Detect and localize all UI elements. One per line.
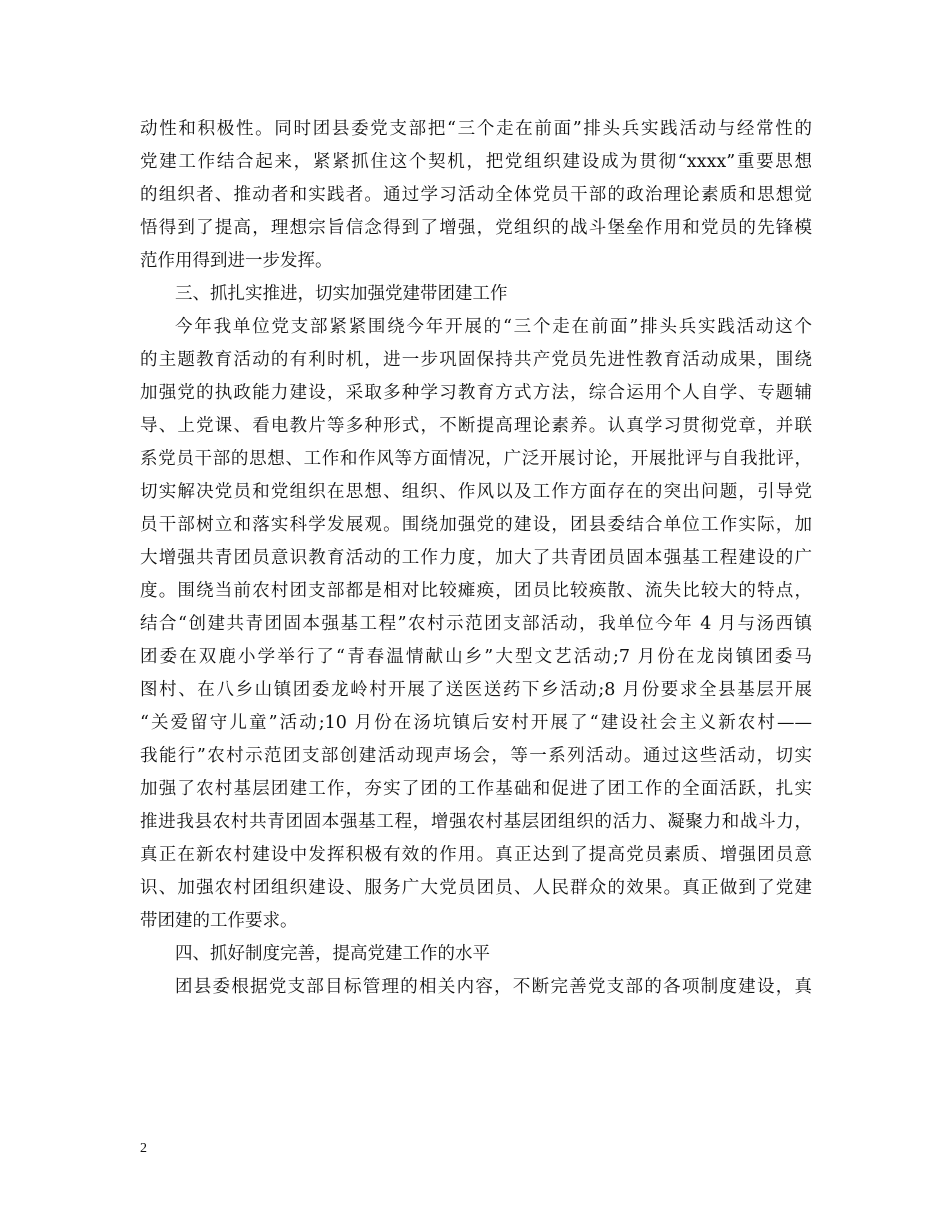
text-line: 大增强共青团员意识教育活动的工作力度，加大了共青团员固本强基工程建设的广 — [140, 548, 812, 568]
text-line: 识、加强农村团组织建设、服务广大党员团员、人民群众的效果。真正做到了党建 — [140, 878, 812, 898]
text-line: 度。围绕当前农村团支部都是相对比较瘫痪，团员比较痪散、流失比较大的特点， — [140, 581, 812, 601]
text-line: 动性和积极性。同时团县委党支部把“三个走在前面”排头兵实践活动与经常性的 — [140, 119, 812, 139]
text-line: 三、抓扎实推进，切实加强党建带团建工作 — [175, 284, 508, 304]
text-line: 导、上党课、看电教片等多种形式，不断提高理论素养。认真学习贯彻党章，并联 — [140, 416, 812, 436]
text-line: 的主题教育活动的有利时机，进一步巩固保持共产党员先进性教育活动成果，围绕 — [140, 350, 812, 370]
text-line: 结合“创建共青团固本强基工程”农村示范团支部活动，我单位今年 4 月与汤西镇 — [140, 614, 812, 634]
text-line: 推进我县农村共青团固本强基工程，增强农村基层团组织的活力、凝聚力和战斗力， — [140, 812, 812, 832]
text-line: 今年我单位党支部紧紧围绕今年开展的“三个走在前面”排头兵实践活动这个 — [175, 317, 812, 337]
text-line: 悟得到了提高，理想宗旨信念得到了增强，党组织的战斗堡垒作用和党员的先锋模 — [140, 218, 812, 238]
page-number: 2 — [140, 1141, 147, 1156]
text-line: 图村、在八乡山镇团委龙岭村开展了送医送药下乡活动;8 月份要求全县基层开展 — [140, 680, 812, 700]
text-line: “关爱留守儿童”活动;10 月份在汤坑镇后安村开展了“建设社会主义新农村—— — [140, 713, 812, 733]
text-line: 范作用得到进一步发挥。 — [140, 251, 333, 271]
text-line: 带团建的工作要求。 — [140, 911, 298, 931]
text-line: 系党员干部的思想、工作和作风等方面情况，广泛开展讨论，开展批评与自我批评， — [140, 449, 812, 469]
text-line: 四、抓好制度完善，提高党建工作的水平 — [175, 944, 490, 964]
text-line: 加强了农村基层团建工作，夯实了团的工作基础和促进了团工作的全面活跃，扎实 — [140, 779, 812, 799]
text-line: 的组织者、推动者和实践者。通过学习活动全体党员干部的政治理论素质和思想觉 — [140, 185, 812, 205]
text-line: 团委在双鹿小学举行了“青春温情献山乡”大型文艺活动;7 月份在龙岗镇团委马 — [140, 647, 812, 667]
text-line: 党建工作结合起来，紧紧抓住这个契机，把党组织建设成为贯彻“xxxx”重要思想 — [140, 152, 812, 172]
text-line: 真正在新农村建设中发挥积极有效的作用。真正达到了提高党员素质、增强团员意 — [140, 845, 812, 865]
document-body — [140, 113, 812, 1004]
text-line: 加强党的执政能力建设，采取多种学习教育方式方法，综合运用个人自学、专题辅 — [140, 383, 812, 403]
text-line: 我能行”农村示范团支部创建活动现声场会，等一系列活动。通过这些活动，切实 — [140, 746, 812, 766]
text-line: 切实解决党员和党组织在思想、组织、作风以及工作方面存在的突出问题，引导党 — [140, 482, 812, 502]
text-line: 员干部树立和落实科学发展观。围绕加强党的建设，团县委结合单位工作实际，加 — [140, 515, 812, 535]
text-line: 团县委根据党支部目标管理的相关内容，不断完善党支部的各项制度建设，真 — [175, 977, 812, 997]
